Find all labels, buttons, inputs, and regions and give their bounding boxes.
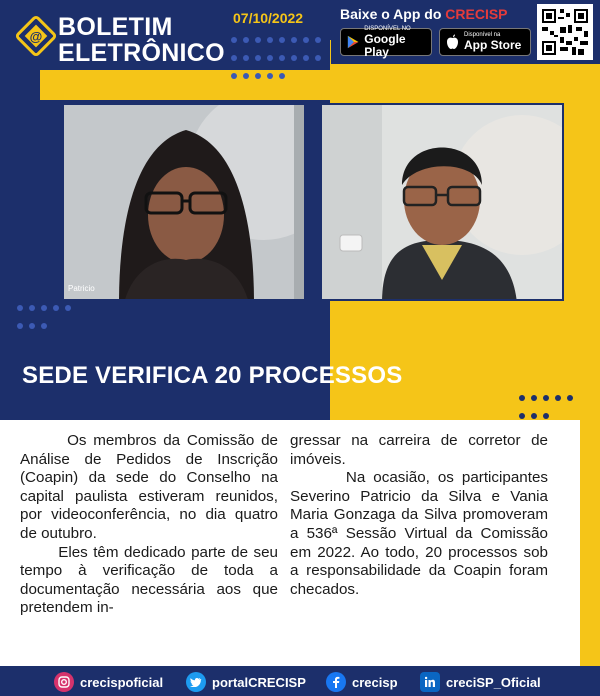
linkedin-icon: [420, 672, 440, 692]
decorative-dots: [14, 300, 84, 336]
article-column-right: [290, 432, 548, 599]
issue-date: 07/10/2022: [233, 10, 304, 26]
bulletin-logo-icon: [14, 14, 58, 58]
photo-caption: Patricio: [68, 284, 95, 293]
title-line-2: ELETRÔNICO: [58, 39, 225, 67]
google-play-icon: [347, 34, 359, 50]
twitter-link[interactable]: portalCRECISP: [186, 672, 306, 692]
svg-text:@: @: [29, 29, 43, 44]
app-download-text: Baixe o App do CRECISP: [340, 6, 508, 22]
apple-icon: [446, 34, 459, 50]
google-play-button[interactable]: DISPONÍVEL NO Google Play: [340, 28, 432, 56]
video-call-photo-right: [320, 103, 564, 301]
instagram-icon: [54, 672, 74, 692]
headline: SEDE VERIFICA 20 PROCESSOS: [22, 362, 403, 389]
article-column-left: [20, 432, 278, 618]
twitter-icon: [186, 672, 206, 692]
paragraph: Na ocasião, os participantes Severino Patricio da Silva e Vania Maria Gonzaga da Silva promoveram a 536ª Sessão Virtual da Comissão em 2022. Ao todo, 20 processos sob a responsabilidade da Coapin foram checados.: [290, 469, 548, 598]
facebook-link[interactable]: crecisp: [326, 672, 398, 692]
bulletin-title: [58, 14, 225, 66]
video-call-photo-left: [62, 103, 306, 301]
app-store-button[interactable]: Disponível na App Store: [439, 28, 531, 56]
paragraph: Eles têm dedicado parte de seu tempo à verificação de toda a documentação necessária aos que pretendem in-: [20, 543, 278, 617]
decorative-dots: [228, 32, 328, 86]
article-body: [0, 420, 580, 666]
paragraph: Os membros da Comissão de Análise de Pedidos de Inscrição (Coapin) da sede do Conselho na capital paulista estiveram reunidos, por videoconferência, no dia quatro de outubro.: [20, 432, 278, 542]
qr-code-icon[interactable]: [537, 4, 593, 60]
linkedin-link[interactable]: creciSP_Oficial: [420, 672, 541, 692]
paragraph: gressar na carreira de corretor de imóveis.: [290, 432, 548, 468]
man-portrait-image: [322, 105, 564, 301]
brand-name: CRECISP: [445, 6, 508, 22]
woman-portrait-image: [64, 105, 306, 301]
facebook-icon: [326, 672, 346, 692]
instagram-link[interactable]: crecispoficial: [54, 672, 163, 692]
title-line-1: BOLETIM: [58, 13, 173, 41]
